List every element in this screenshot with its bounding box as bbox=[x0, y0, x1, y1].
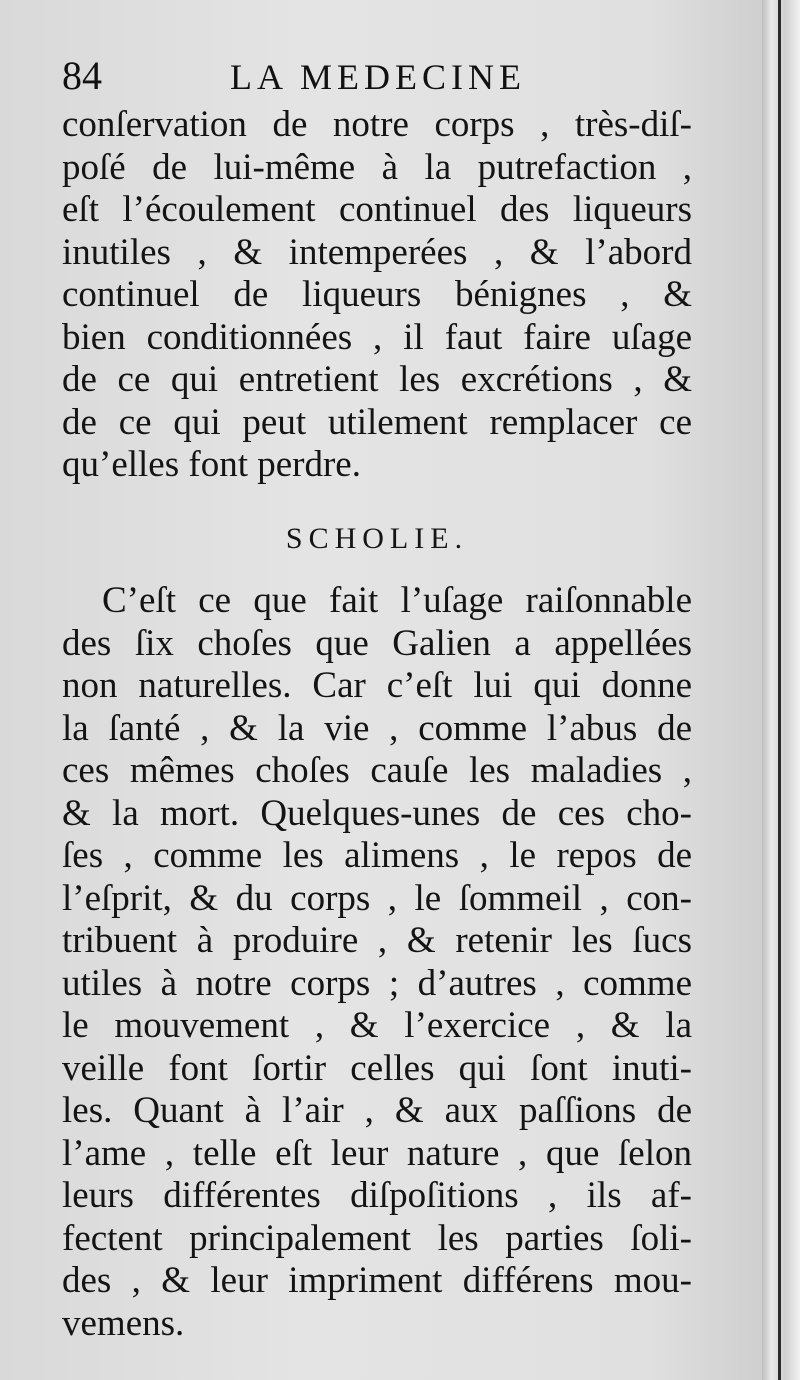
text-line: fectent principalement les parties ſoli- bbox=[62, 1217, 692, 1259]
text-line: ſes , comme les alimens , le repos de bbox=[62, 835, 692, 876]
text-line: veille font ſortir celles qui ſont inuti- bbox=[62, 1047, 692, 1089]
paragraph-2 bbox=[62, 580, 692, 1345]
text-line: le mouvement , & l’exercice , & la bbox=[62, 1005, 692, 1046]
text-line: qu’elles font perdre. bbox=[62, 444, 361, 485]
text-line: vemens. bbox=[62, 1302, 185, 1344]
text-line: des , & leur impriment différens mou- bbox=[62, 1260, 692, 1301]
text-line: de ce qui entretient les excrétions , & bbox=[62, 359, 692, 400]
text-line: eſt l’écoulement continuel des liqueurs bbox=[62, 189, 692, 230]
text-line: conſervation de notre corps , très-diſ- bbox=[62, 104, 692, 145]
running-title: LA MEDECINE bbox=[230, 57, 526, 97]
text-line: les. Quant à l’air , & aux paſſions de bbox=[62, 1090, 692, 1131]
book-spine bbox=[762, 0, 800, 1380]
page-header bbox=[62, 52, 702, 102]
text-line: inutiles , & intemperées , & l’abord bbox=[62, 231, 692, 273]
page-edge-divider bbox=[778, 0, 781, 1380]
text-line: de ce qui peut utilement remplacer ce bbox=[62, 401, 692, 443]
text-line: C’eſt ce que fait l’uſage raiſonnable bbox=[102, 580, 692, 621]
text-line: & la mort. Quelques-unes de ces cho- bbox=[62, 792, 692, 834]
text-line: non naturelles. Car c’eſt lui qui donne bbox=[62, 665, 692, 706]
paragraph-1 bbox=[62, 104, 692, 487]
text-line: utiles à notre corps ; d’autres , comme bbox=[62, 962, 692, 1004]
section-heading: SCHOLIE. bbox=[285, 522, 469, 555]
text-line: des ſix choſes que Galien a appellées bbox=[62, 622, 692, 664]
text-line: la ſanté , & la vie , comme l’abus de bbox=[62, 707, 692, 749]
text-line: leurs différentes diſpoſitions , ils af- bbox=[62, 1175, 692, 1216]
text-line: tribuent à produire , & retenir les ſucs bbox=[62, 920, 692, 961]
text-line: poſé de lui-même à la putrefaction , bbox=[62, 146, 692, 188]
page-number: 84 bbox=[62, 53, 102, 98]
text-line: l’ame , telle eſt leur nature , que ſelon bbox=[62, 1132, 692, 1174]
text-line: l’eſprit, & du corps , le ſommeil , con- bbox=[62, 877, 692, 919]
text-line: continuel de liqueurs bénignes , & bbox=[62, 274, 692, 315]
text-line: bien conditionnées , il faut faire uſage bbox=[62, 316, 692, 358]
text-line: ces mêmes choſes cauſe les maladies , bbox=[62, 750, 692, 791]
